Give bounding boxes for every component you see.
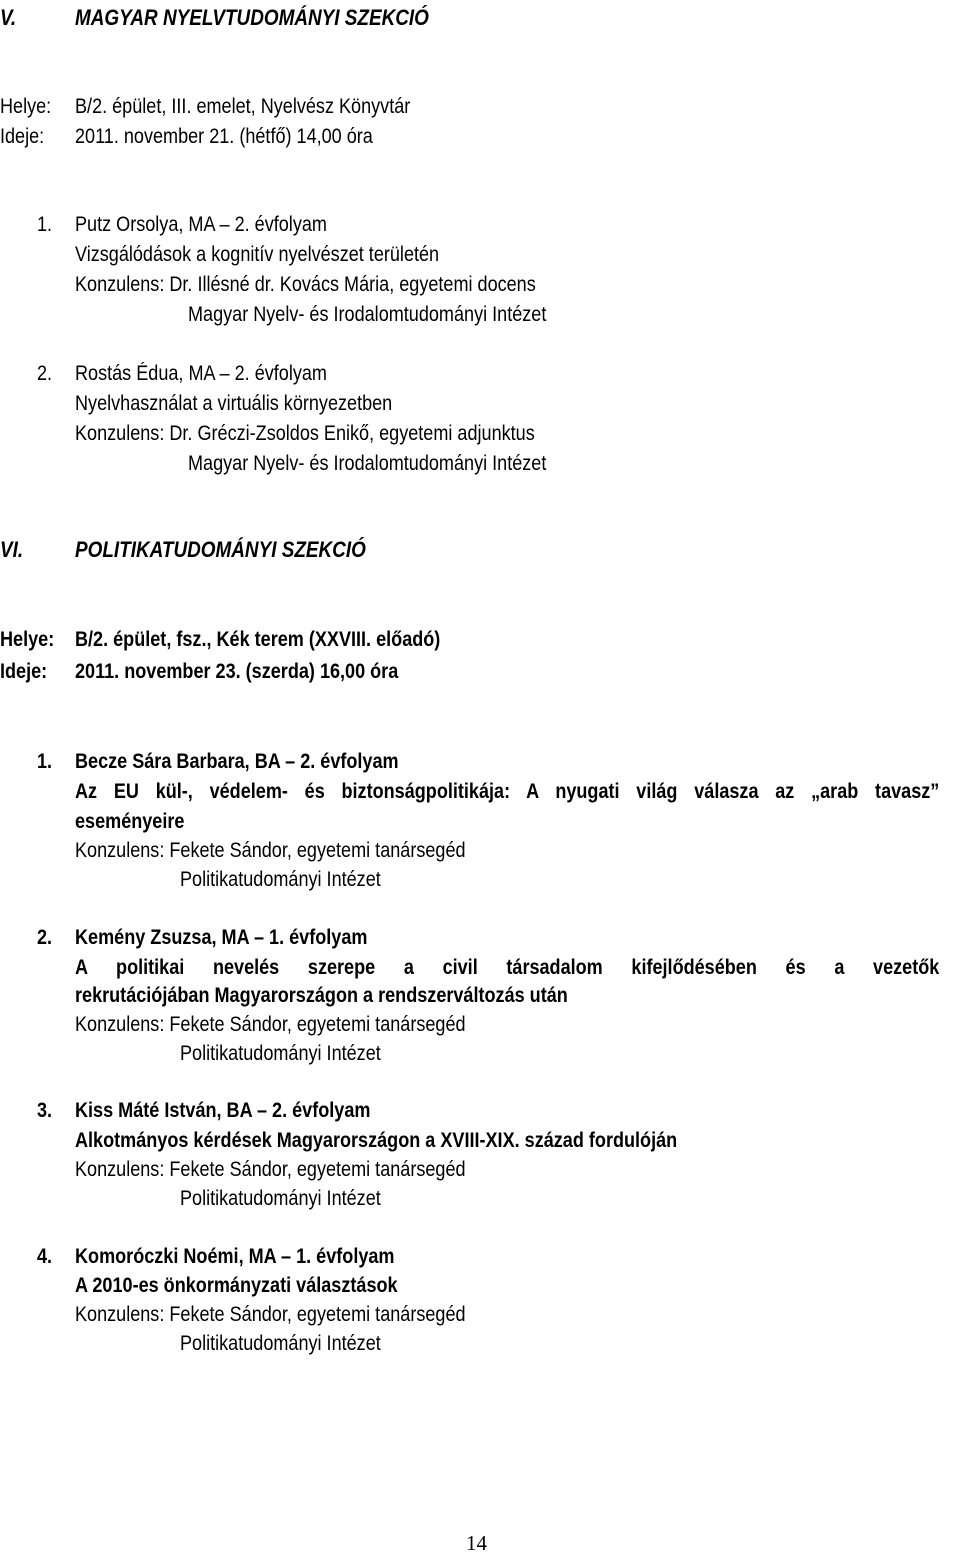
- entry-title-line: A politikai nevelés szerepe a civil társadalom kifejlődésében és a vezetők: [75, 956, 940, 979]
- entry-advisor: Konzulens: Dr. Gréczi-Zsoldos Enikő, egyetemi adjunktus: [75, 422, 535, 445]
- section-number: V.: [0, 5, 17, 30]
- entry-title: [75, 779, 939, 805]
- entry-author: Komoróczki Noémi, MA – 1. évfolyam: [75, 1245, 395, 1268]
- entry-title-continuation: rekrutációjában Magyarországon a rendszerváltozás után: [75, 984, 568, 1007]
- entry-institute: Politikatudományi Intézet: [180, 868, 381, 891]
- entry-number: 1.: [37, 750, 53, 773]
- entry-title: [75, 955, 939, 981]
- entry-author: Becze Sára Barbara, BA – 2. évfolyam: [75, 750, 399, 773]
- entry-institute: Magyar Nyelv- és Irodalomtudományi Intézet: [188, 452, 547, 475]
- entry-number: 3.: [37, 1099, 53, 1122]
- section-title: POLITIKATUDOMÁNYI SZEKCIÓ: [75, 537, 366, 562]
- entry-institute: Magyar Nyelv- és Irodalomtudományi Intézet: [188, 303, 547, 326]
- page-number: 14: [466, 1531, 487, 1555]
- entry-advisor: Konzulens: Dr. Illésné dr. Kovács Mária, egyetemi docens: [75, 273, 536, 296]
- section-number: VI.: [0, 537, 24, 562]
- place-label: Helye:: [0, 95, 52, 118]
- place-label: Helye:: [0, 628, 55, 651]
- section-title: MAGYAR NYELVTUDOMÁNYI SZEKCIÓ: [75, 5, 429, 30]
- entry-author: Rostás Édua, MA – 2. évfolyam: [75, 362, 327, 385]
- entry-number: 2.: [37, 926, 53, 949]
- time-label: Ideje:: [0, 125, 45, 148]
- entry-title-line: Az EU kül-, védelem- és biztonságpolitikája: A nyugati világ válasza az „arab tavasz”: [75, 780, 940, 803]
- entry-author: Kiss Máté István, BA – 2. évfolyam: [75, 1099, 371, 1122]
- entry-number: 2.: [37, 362, 53, 385]
- time-value: 2011. november 23. (szerda) 16,00 óra: [75, 660, 399, 683]
- place-value: B/2. épület, fsz., Kék terem (XXVIII. előadó): [75, 628, 441, 651]
- entry-title: Vizsgálódások a kognitív nyelvészet területén: [75, 243, 440, 266]
- entry-author: Kemény Zsuzsa, MA – 1. évfolyam: [75, 926, 368, 949]
- entry-advisor: Konzulens: Fekete Sándor, egyetemi tanársegéd: [75, 1303, 466, 1326]
- entry-title: Alkotmányos kérdések Magyarországon a XVIII-XIX. század fordulóján: [75, 1129, 678, 1152]
- entry-title: Nyelvhasználat a virtuális környezetben: [75, 392, 393, 415]
- entry-advisor: Konzulens: Fekete Sándor, egyetemi tanársegéd: [75, 1013, 466, 1036]
- entry-number: 1.: [37, 213, 53, 236]
- entry-author: Putz Orsolya, MA – 2. évfolyam: [75, 213, 327, 236]
- time-value: 2011. november 21. (hétfő) 14,00 óra: [75, 125, 373, 148]
- entry-number: 4.: [37, 1245, 53, 1268]
- entry-institute: Politikatudományi Intézet: [180, 1042, 381, 1065]
- entry-title-continuation: eseményeire: [75, 810, 185, 833]
- entry-title: A 2010-es önkormányzati választások: [75, 1274, 398, 1297]
- entry-advisor: Konzulens: Fekete Sándor, egyetemi tanársegéd: [75, 1158, 466, 1181]
- place-value: B/2. épület, III. emelet, Nyelvész Könyvtár: [75, 95, 411, 118]
- entry-institute: Politikatudományi Intézet: [180, 1332, 381, 1355]
- entry-advisor: Konzulens: Fekete Sándor, egyetemi tanársegéd: [75, 839, 466, 862]
- entry-institute: Politikatudományi Intézet: [180, 1187, 381, 1210]
- time-label: Ideje:: [0, 660, 48, 683]
